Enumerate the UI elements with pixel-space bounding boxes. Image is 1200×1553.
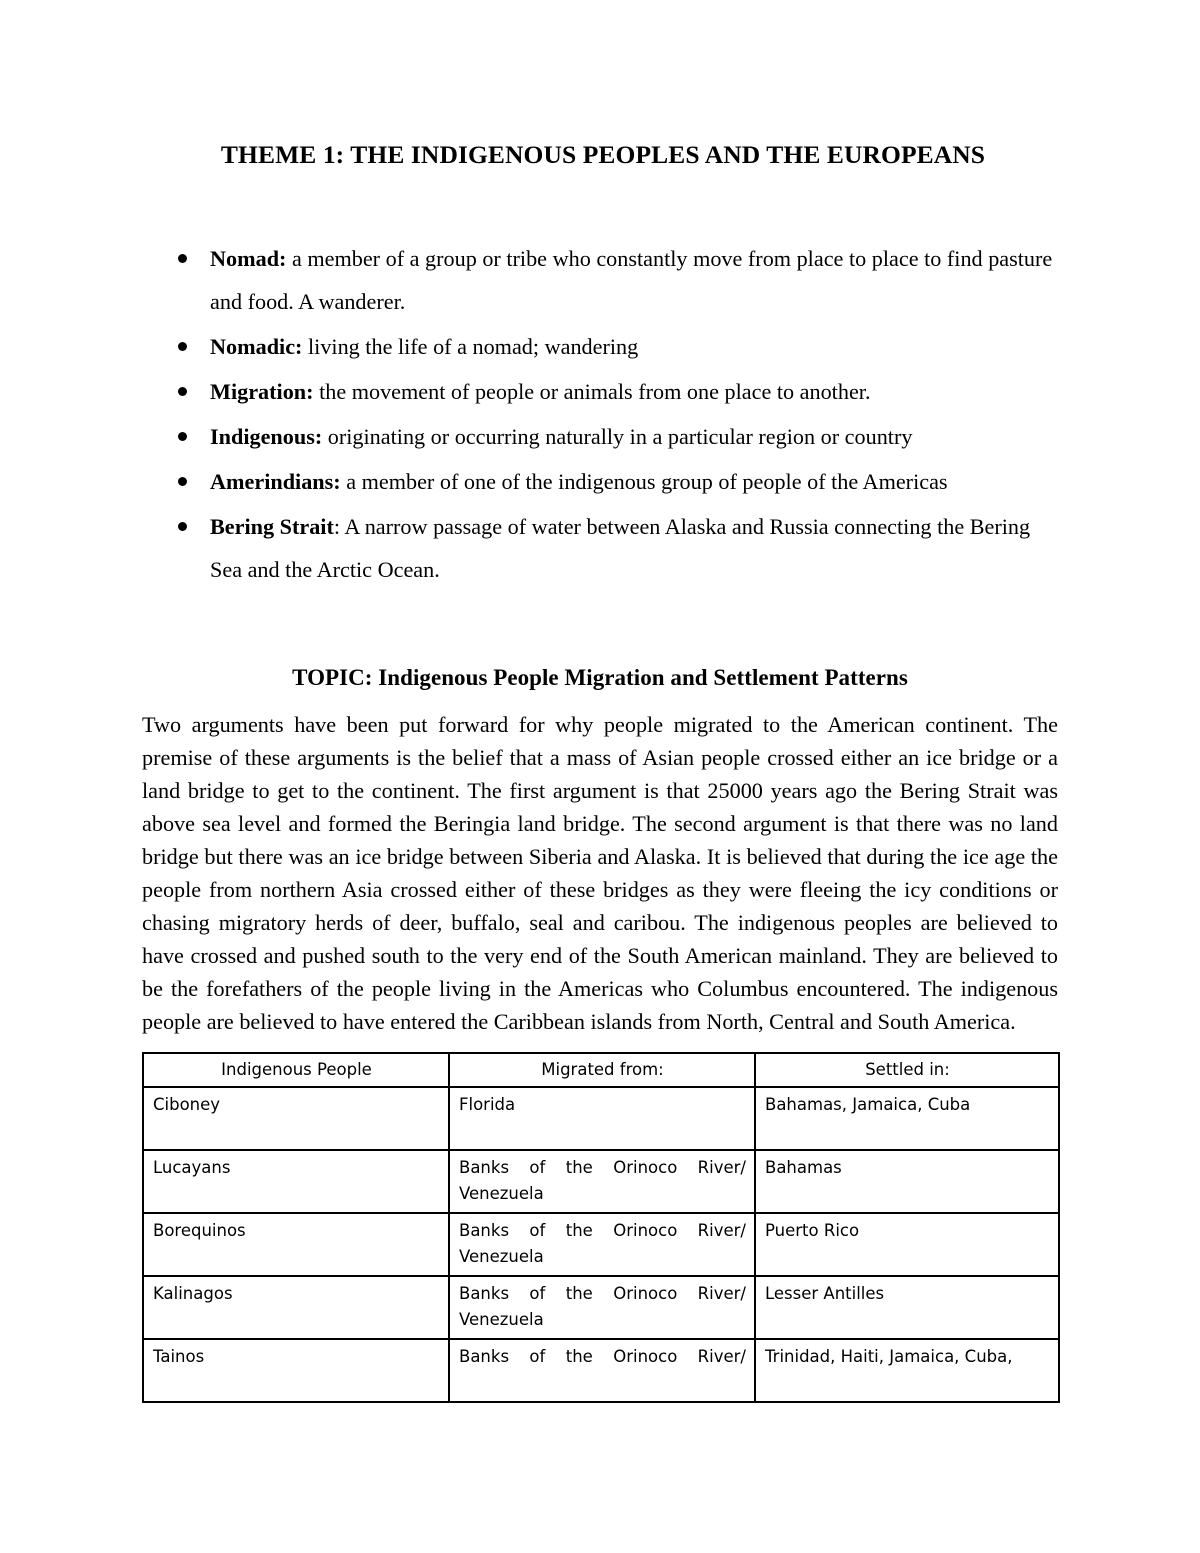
bullet-icon — [178, 342, 187, 351]
cell-settled-in: Bahamas, Jamaica, Cuba — [755, 1087, 1059, 1150]
cell-indigenous-people: Borequinos — [143, 1213, 449, 1276]
column-header-settled-in: Settled in: — [755, 1053, 1059, 1087]
cell-migrated-from — [449, 1213, 755, 1276]
table-row — [143, 1150, 1059, 1213]
cell-line: Venezuela — [459, 1247, 544, 1267]
cell-migrated-from — [449, 1150, 755, 1213]
cell-indigenous-people: Tainos — [143, 1339, 449, 1402]
cell-line: Banks of the Orinoco River/ — [459, 1347, 746, 1367]
term-label: Amerindians: — [210, 468, 341, 494]
table-row — [143, 1276, 1059, 1339]
cell-settled-in: Trinidad, Haiti, Jamaica, Cuba, — [755, 1339, 1059, 1402]
column-header-indigenous-people: Indigenous People — [143, 1053, 449, 1087]
term-label: Indigenous: — [210, 423, 323, 449]
term-definition: originating or occurring naturally in a particular region or country — [322, 423, 913, 449]
bullet-icon — [178, 477, 187, 486]
cell-line: Banks of the Orinoco River/ — [459, 1158, 746, 1178]
cell-migrated-from — [449, 1339, 755, 1402]
migration-table — [142, 1052, 1060, 1403]
list-item — [142, 370, 1058, 413]
bullet-icon — [178, 432, 187, 441]
term-label: Migration: — [210, 378, 314, 404]
cell-indigenous-people: Kalinagos — [143, 1276, 449, 1339]
term-definition: living the life of a nomad; wandering — [302, 333, 639, 359]
bullet-icon — [178, 254, 187, 263]
table-row — [143, 1213, 1059, 1276]
list-item — [142, 415, 1058, 458]
term-label: Nomad: — [210, 245, 287, 271]
list-item — [142, 460, 1058, 503]
table-row — [143, 1087, 1059, 1150]
cell-settled-in: Lesser Antilles — [755, 1276, 1059, 1339]
cell-settled-in: Bahamas — [755, 1150, 1059, 1213]
table-header-row — [143, 1053, 1059, 1087]
cell-line: Venezuela — [459, 1184, 544, 1204]
term-definition: a member of one of the indigenous group of people of the Americas — [340, 468, 948, 494]
document-content — [142, 140, 1058, 1403]
term-definition: the movement of people or animals from one place to another. — [313, 378, 871, 404]
body-paragraph: Two arguments have been put forward for why people migrated to the American continent. The premise of these arguments is the belief that a mass of Asian people crossed either an ice bridge or a land bridge to get to the continent. The first argument is that 25000 years ago the Bering Strait was above sea level and formed the Beringia land bridge. The second argument is that there was no land bridge but there was an ice bridge between Siberia and Alaska. It is believed that during the ice age the people from northern Asia crossed either of these bridges as they were fleeing the icy conditions or chasing migratory herds of deer, buffalo, seal and caribou. The indigenous peoples are believed to have crossed and pushed south to the very end of the South American mainland. They are believed to be the forefathers of the people living in the Americas who Columbus encountered. The indigenous people are believed to have entered the Caribbean islands from North, Central and South America. — [142, 712, 1058, 1035]
cell-migrated-from — [449, 1087, 755, 1150]
page-title: THEME 1: THE INDIGENOUS PEOPLES AND THE EUROPEANS — [220, 140, 986, 169]
list-item — [142, 505, 1058, 591]
cell-settled-in: Puerto Rico — [755, 1213, 1059, 1276]
bullet-icon — [178, 387, 187, 396]
cell-indigenous-people: Ciboney — [143, 1087, 449, 1150]
table-body — [143, 1087, 1059, 1402]
term-label: Bering Strait — [210, 513, 334, 539]
cell-line: Florida — [459, 1095, 516, 1115]
topic-heading: TOPIC: Indigenous People Migration and Settlement Patterns — [292, 664, 908, 690]
term-definition: : A narrow passage of water between Alaska and Russia connecting the Bering Sea and the Arctic Ocean. — [210, 513, 1031, 582]
list-item — [142, 325, 1058, 368]
cell-migrated-from — [449, 1276, 755, 1339]
term-definition: a member of a group or tribe who constantly move from place to place to find pasture and food. A wanderer. — [210, 245, 1053, 314]
cell-indigenous-people: Lucayans — [143, 1150, 449, 1213]
column-header-migrated-from: Migrated from: — [449, 1053, 755, 1087]
cell-line: Venezuela — [459, 1310, 544, 1330]
cell-line: Banks of the Orinoco River/ — [459, 1221, 746, 1241]
cell-line: Banks of the Orinoco River/ — [459, 1284, 746, 1304]
table-row — [143, 1339, 1059, 1402]
term-label: Nomadic: — [210, 333, 303, 359]
bullet-icon — [178, 522, 187, 531]
table-header — [143, 1053, 1059, 1087]
list-item — [142, 237, 1058, 323]
glossary-list — [142, 237, 1058, 591]
